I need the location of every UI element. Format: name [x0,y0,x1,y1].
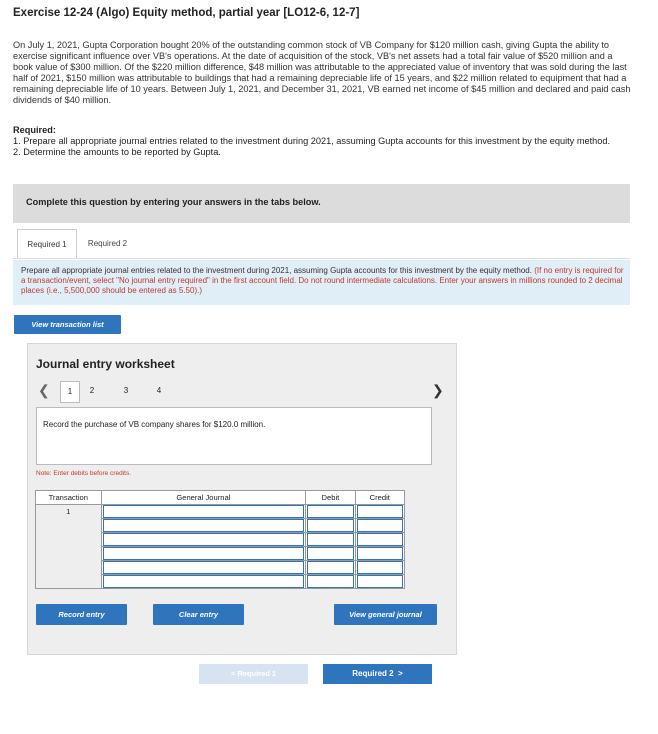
account-cell [101,505,306,519]
clear-entry-button[interactable]: Clear entry [153,604,244,625]
transaction-number: 1 [36,505,102,519]
chevron-left-icon: < [230,669,238,678]
credit-cell [355,561,404,575]
table-row [36,561,405,575]
credit-input[interactable] [357,533,403,546]
next-required-button[interactable] [323,664,432,684]
credit-input[interactable] [357,519,403,532]
account-input[interactable] [103,575,305,588]
debit-input[interactable] [307,561,353,574]
account-cell [101,575,306,589]
required-section [13,125,610,158]
prev-required-label: Required 1 [237,669,277,678]
page-1[interactable]: 1 [60,381,80,403]
instructions-note [13,260,630,305]
instructions-red: (If no entry is required for a transaction/event, select "No journal entry required" in the first account field. Do not round intermediate calculations. Enter your answers in millions rounded to 2 decimal places (i.e., 5,500,000 should be entered as 5.50).) [21,266,624,295]
debit-cell [306,575,355,589]
column-general-journal: General Journal [101,491,306,505]
journal-table [35,490,405,589]
journal-entry-worksheet [27,343,457,655]
account-input[interactable] [103,533,305,546]
worksheet-pager [36,381,446,403]
credit-input[interactable] [357,561,403,574]
account-cell [101,519,306,533]
credit-input[interactable] [357,575,403,588]
table-row [36,505,405,519]
credit-cell [355,575,404,589]
credit-cell [355,533,404,547]
credit-input[interactable] [357,505,403,518]
account-cell [101,533,306,547]
transaction-description-text: Record the purchase of VB company shares for $120.0 million. [43,420,266,429]
debit-input[interactable] [307,547,353,560]
credit-cell [355,505,404,519]
credit-cell [355,547,404,561]
required-item-2: 2. Determine the amounts to be reported by Gupta. [13,147,221,158]
prev-required-button[interactable] [199,664,308,684]
view-transaction-list-button[interactable]: View transaction list [14,315,121,334]
page-4[interactable]: 4 [156,386,162,395]
debit-input[interactable] [307,575,353,588]
debit-cell [306,519,355,533]
worksheet-title: Journal entry worksheet [36,357,175,371]
account-input[interactable] [103,547,305,560]
instructions-paragraph [21,266,626,295]
required-heading: Required: [13,125,56,135]
debit-cell [306,505,355,519]
debits-note: Note: Enter debits before credits. [36,470,132,477]
debit-input[interactable] [307,519,353,532]
chevron-right-icon[interactable]: ❯ [432,382,444,398]
tab-divider [13,258,630,259]
debit-cell [306,533,355,547]
debit-cell [306,547,355,561]
tab-required-1[interactable]: Required 1 [17,229,77,259]
table-row [36,547,405,561]
account-cell [101,561,306,575]
problem-text: On July 1, 2021, Gupta Corporation bought 20% of the outstanding common stock of VB Company for $120 million cash, giving Gupta the ability to exercise significant influence over VB's operations. At the date of acquisition of the stock, VB's net assets had a total fair value of $520 million and a book value of $300 million. Of the $220 million difference, $48 million was attributable to the appreciated value of inventory that was sold during the last half of 2021, $150 million was attributable to buildings that had a remaining depreciable life of 15 years, and $22 million related to equipment that had a remaining depreciable life of 10 years. Between July 1, 2021, and December 31, 2021, VB earned net income of $45 million and declared and paid cash dividends of $40 million. [13,40,631,106]
table-row [36,575,405,589]
column-transaction: Transaction [36,491,102,505]
debit-input[interactable] [307,505,353,518]
view-general-journal-button[interactable]: View general journal [334,604,437,625]
tab-required-2[interactable]: Required 2 [79,229,136,258]
instruction-bar [13,184,630,223]
account-cell [101,547,306,561]
account-input[interactable] [103,561,305,574]
chevron-left-icon[interactable]: ❮ [38,382,50,398]
credit-cell [355,519,404,533]
column-debit: Debit [306,491,355,505]
record-entry-button[interactable]: Record entry [36,604,127,625]
chevron-right-icon: > [393,669,403,678]
transaction-description [36,407,432,465]
account-input[interactable] [103,519,305,532]
table-row [36,533,405,547]
next-required-label: Required 2 [352,669,394,678]
instruction-text: Complete this question by entering your answers in the tabs below. [26,197,321,207]
credit-input[interactable] [357,547,403,560]
account-input[interactable] [103,505,305,518]
page-3[interactable]: 3 [123,386,129,395]
column-credit: Credit [355,491,404,505]
required-item-1: 1. Prepare all appropriate journal entries related to the investment during 2021, assuming Gupta accounts for this investment by the equity method. [13,136,611,147]
page-2[interactable]: 2 [89,386,95,395]
debit-input[interactable] [307,533,353,546]
instructions-main: Prepare all appropriate journal entries related to the investment during 2021, assuming Gupta accounts for this investment by the equity method. [21,266,532,275]
debit-cell [306,561,355,575]
table-row [36,519,405,533]
exercise-title: Exercise 12-24 (Algo) Equity method, partial year [LO12-6, 12-7] [13,7,360,19]
